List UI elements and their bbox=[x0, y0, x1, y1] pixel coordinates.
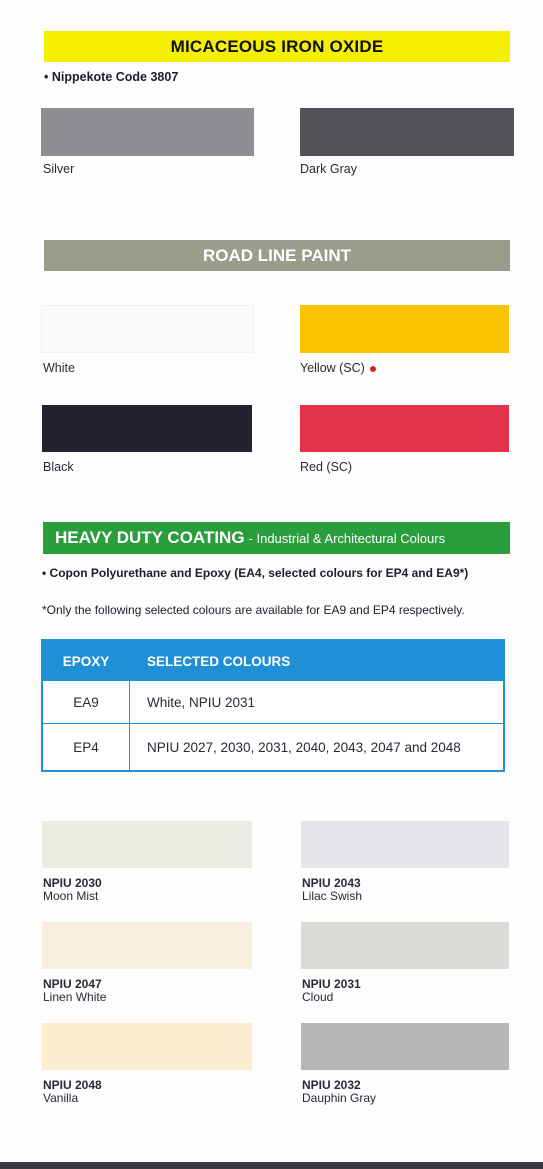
swatch-name: Lilac Swish bbox=[302, 889, 363, 903]
swatch-label-yellow bbox=[300, 361, 376, 375]
swatch-black bbox=[42, 405, 252, 452]
swatch-red bbox=[300, 405, 509, 452]
swatch-code: NPIU 2048 bbox=[43, 1078, 102, 1092]
swatch-caption bbox=[302, 877, 362, 903]
table-cell: NPIU 2027, 2030, 2031, 2040, 2043, 2047 and 2048 bbox=[147, 739, 461, 755]
swatch-silver bbox=[41, 108, 254, 156]
swatch-label: Dark Gray bbox=[300, 162, 357, 176]
table-header bbox=[43, 641, 503, 681]
epoxy-table bbox=[41, 639, 505, 772]
copon-bullet: • Copon Polyurethane and Epoxy (EA4, selected colours for EP4 and EA9*) bbox=[42, 566, 469, 580]
swatch-caption bbox=[302, 978, 361, 1004]
swatch-name: Linen White bbox=[43, 990, 107, 1004]
swatch-label: Black bbox=[43, 460, 74, 474]
section-title: MICACEOUS IRON OXIDE bbox=[170, 36, 384, 56]
section-subtitle: - Industrial & Architectural Colours bbox=[248, 530, 446, 546]
table-cell: White, NPIU 2031 bbox=[147, 694, 256, 710]
heavy-duty-coating-banner bbox=[43, 522, 510, 554]
header-selected-colours: SELECTED COLOURS bbox=[147, 653, 291, 669]
swatch-name: Vanilla bbox=[43, 1091, 79, 1105]
swatch-vanilla bbox=[42, 1023, 252, 1070]
table-cell: EA9 bbox=[73, 694, 99, 710]
swatch-code: NPIU 2031 bbox=[302, 977, 361, 991]
red-dot-icon bbox=[370, 366, 376, 372]
swatch-caption bbox=[43, 978, 106, 1004]
availability-note: *Only the following selected colours are available for EA9 and EP4 respectively. bbox=[42, 603, 465, 617]
road-line-paint-banner bbox=[44, 240, 510, 271]
swatch-yellow bbox=[300, 305, 509, 353]
swatch-code: NPIU 2043 bbox=[302, 876, 361, 890]
swatch-label: Silver bbox=[43, 162, 75, 176]
swatch-white bbox=[41, 305, 254, 353]
swatch-code: NPIU 2047 bbox=[43, 977, 102, 991]
swatch-label-text: Yellow (SC) bbox=[300, 361, 365, 375]
swatch-linen-white bbox=[42, 922, 252, 969]
swatch-label: Red (SC) bbox=[300, 460, 353, 474]
column-divider bbox=[129, 681, 130, 770]
swatch-caption bbox=[43, 877, 102, 903]
swatch-caption bbox=[302, 1079, 376, 1105]
swatch-cloud bbox=[301, 922, 509, 969]
swatch-caption bbox=[43, 1079, 102, 1105]
swatch-label: White bbox=[43, 361, 75, 375]
section-title: HEAVY DUTY COATING bbox=[55, 528, 245, 547]
swatch-lilac-swish bbox=[301, 821, 509, 868]
swatch-code: NPIU 2032 bbox=[302, 1078, 361, 1092]
table-cell: EP4 bbox=[73, 739, 99, 755]
swatch-name: Cloud bbox=[302, 990, 334, 1004]
table-row bbox=[43, 724, 503, 770]
header-epoxy: EPOXY bbox=[62, 653, 110, 669]
swatch-dark-gray bbox=[300, 108, 514, 156]
swatch-code: NPIU 2030 bbox=[43, 876, 102, 890]
bottom-edge bbox=[0, 1162, 543, 1169]
micaceous-iron-oxide-banner bbox=[44, 31, 510, 62]
swatch-dauphin-gray bbox=[301, 1023, 509, 1070]
swatch-name: Dauphin Gray bbox=[302, 1091, 377, 1105]
swatch-name: Moon Mist bbox=[43, 889, 99, 903]
table-row bbox=[43, 681, 503, 723]
swatch-moon-mist bbox=[42, 821, 252, 868]
nippekote-code: • Nippekote Code 3807 bbox=[44, 70, 179, 84]
section-title: ROAD LINE PAINT bbox=[203, 245, 351, 265]
